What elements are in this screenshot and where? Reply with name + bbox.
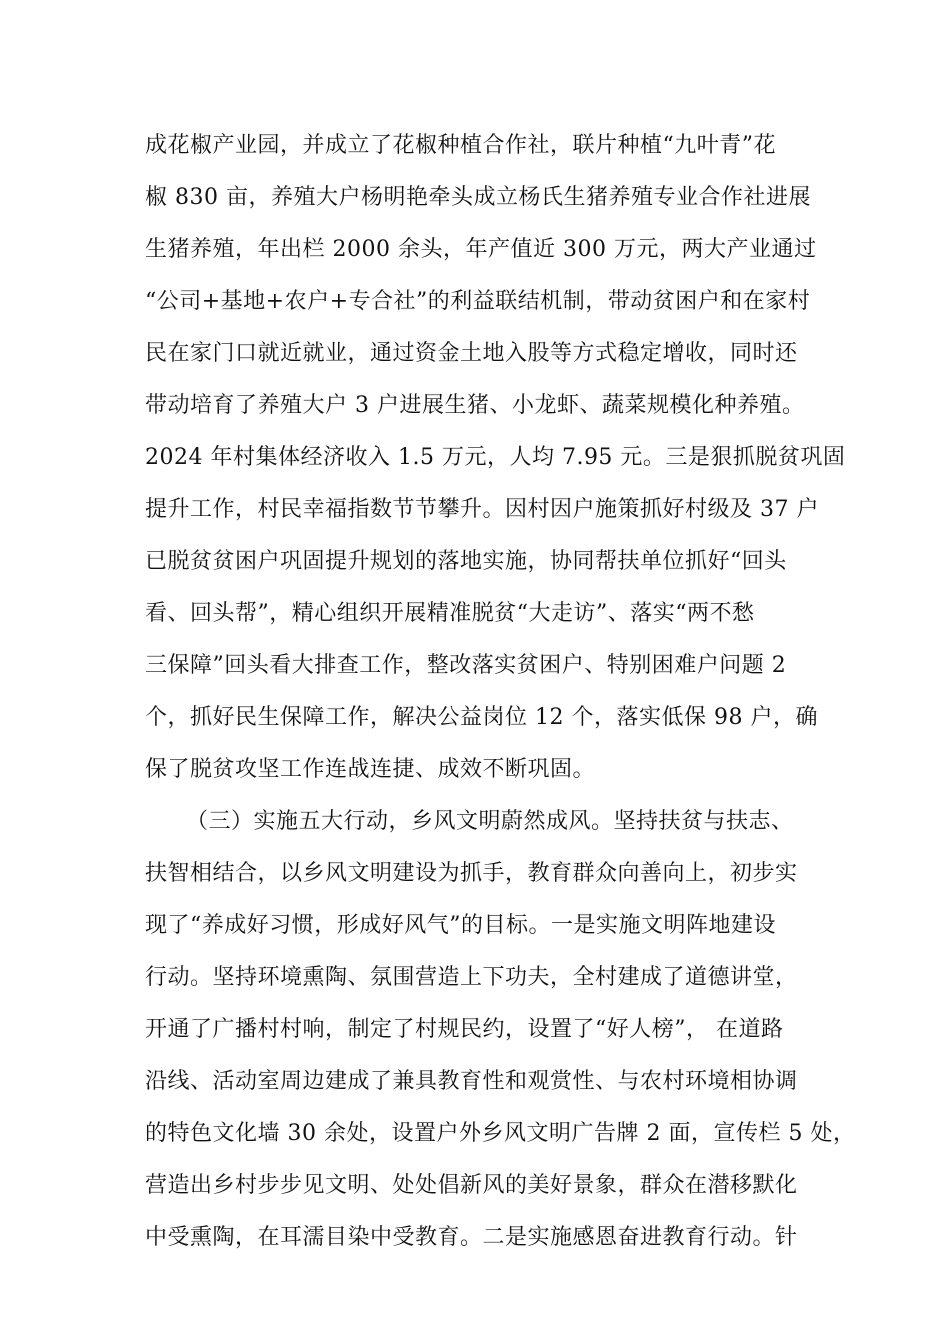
text-line: 生猪养殖，年出栏 2000 余头，年产值近 300 万元，两大产业通过 [145, 237, 817, 262]
text-line: 个，抓好民生保障工作，解决公益岗位 12 个，落实低保 98 户，确 [145, 705, 818, 730]
text-line: 的特色文化墙 30 余处，设置户外乡风文明广告牌 2 面，宣传栏 5 处， [145, 1121, 856, 1146]
text-line: 营造出乡村步步见文明、处处倡新风的美好景象，群众在潜移默化 [145, 1173, 798, 1198]
text-line: 带动培育了养殖大户 3 户进展生猪、小龙虾、蔬菜规模化种养殖。 [145, 393, 805, 418]
text-line: “公司+基地+农户+专合社”的利益联结机制，带动贫困户和在家村 [145, 289, 811, 314]
text-line: 椒 830 亩，养殖大户杨明艳牵头成立杨氏生猪养殖专业合作社进展 [145, 185, 811, 210]
section-heading-line: （三）实施五大行动，乡风文明蔚然成风。坚持扶贫与扶志、 [186, 809, 794, 834]
text-line: 保了脱贫攻坚工作连战连捷、成效不断巩固。 [145, 757, 596, 782]
text-line: 现了“养成好习惯，形成好风气”的目标。一是实施文明阵地建设 [145, 913, 776, 938]
text-line: 三保障”回头看大排查工作，整改落实贫困户、特别困难户问题 2 [145, 653, 787, 678]
text-line: 行动。坚持环境熏陶、氛围营造上下功夫，全村建成了道德讲堂， [145, 965, 798, 990]
text-line: 开通了广播村村响，制定了村规民约，设置了“好人榜”， 在道路 [145, 1017, 784, 1042]
text-line: 2024 年村集体经济收入 1.5 万元，人均 7.95 元。三是狠抓脱贫巩固 [145, 445, 846, 470]
text-line: 提升工作，村民幸福指数节节攀升。因村因户施策抓好村级及 37 户 [145, 497, 819, 522]
text-line: 扶智相结合，以乡风文明建设为抓手，教育群众向善向上，初步实 [145, 861, 798, 886]
text-line: 中受熏陶，在耳濡目染中受教育。二是实施感恩奋进教育行动。针 [145, 1225, 798, 1250]
text-line: 看、回头帮”，精心组织开展精准脱贫“大走访”、落实“两不愁 [145, 601, 755, 626]
text-line: 民在家门口就近就业，通过资金土地入股等方式稳定增收，同时还 [145, 341, 798, 366]
text-line: 成花椒产业园，并成立了花椒种植合作社，联片种植“九叶青”花 [145, 133, 776, 158]
text-line: 已脱贫贫困户巩固提升规划的落地实施，协同帮扶单位抓好“回头 [145, 549, 787, 574]
text-line: 沿线、活动室周边建成了兼具教育性和观赏性、与农村环境相协调 [145, 1069, 798, 1094]
